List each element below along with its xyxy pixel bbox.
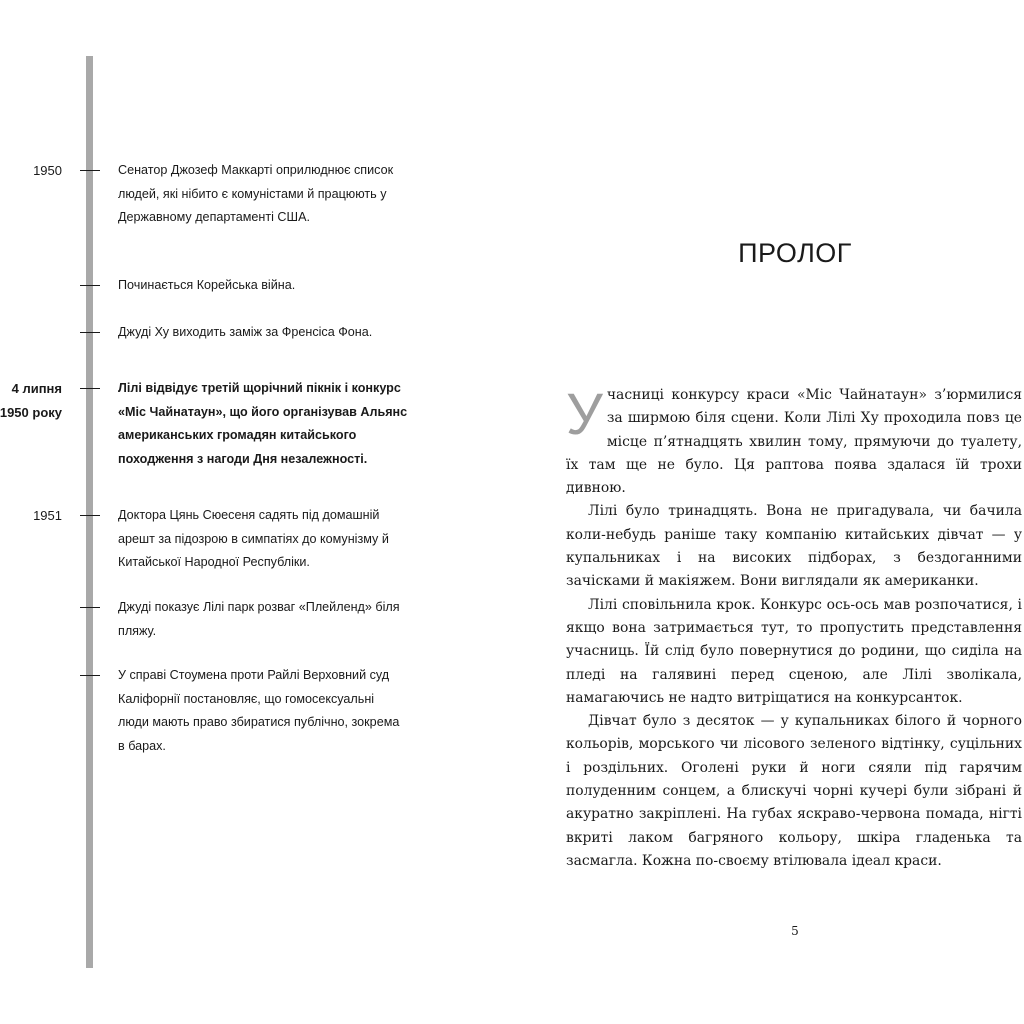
timeline-event: Лілі відвідує третій щорічний пікнік і конкурс «Міс Чайнатаун», що його організував Альянс американських громадян китайського походження з нагоди Дня незалежності. <box>118 381 408 466</box>
paragraph: Лілі було тринадцять. Вона не пригадувала, чи бачила коли-небудь раніше таку компанію китайських дівчат — у купальниках і на високих підборах, з бездоганними зачісками й макіяжем. Вони виглядали як американки. <box>566 503 1022 590</box>
chapter-title: ПРОЛОГ <box>738 238 852 268</box>
timeline-tick <box>80 332 100 333</box>
prologue-text <box>566 384 1022 873</box>
timeline-event: Джуді показує Лілі парк розваг «Плейленд» біля пляжу. <box>118 600 400 638</box>
drop-cap: У <box>566 382 603 447</box>
paragraph <box>566 384 1022 500</box>
paragraph: Дівчат було з десяток — у купальниках білого й чорного кольорів, морського чи лісового зеленого відтінку, суцільних і роздільних. Оголені руки й ноги сяяли під гарячим полуденним сонцем, а блискучі чорні кучері були зібрані й акуратно закріплені. На губах яскраво-червона помада, нігті вкриті лаком багряного кольору, шкіра гладенька та засмагла. Кожна по-своєму втілювала ідеал краси. <box>566 713 1022 869</box>
timeline-year: 1951 <box>33 508 62 523</box>
timeline-event: Починається Корейська війна. <box>118 278 296 292</box>
timeline-year: 1950 <box>33 163 62 178</box>
timeline-year: 4 липня 1950 року <box>0 381 62 420</box>
timeline-tick <box>80 675 100 676</box>
timeline-tick <box>80 607 100 608</box>
timeline-event: У справі Стоумена проти Райлі Верховний суд Каліфорнії постановляє, що гомосексуальні люди мають право збиратися публічно, зокрема в барах. <box>118 668 400 753</box>
timeline-event: Доктора Цянь Сюесеня садять під домашній арешт за підозрою в симпатіях до комунізму й Китайської Народної Республіки. <box>118 508 389 569</box>
timeline-event: Джуді Ху виходить заміж за Френсіса Фона. <box>118 325 373 339</box>
page-number: 5 <box>791 924 799 938</box>
paragraph-text: часниці конкурсу краси «Міс Чайнатаун» з’юрмилися за ширмою біля сцени. Коли Лілі Ху проходила повз це місце п’ятнадцять хвилин тому, прямуючи до туалету, їх там ще не було. Ця раптова поява здалася їй трохи дивною. <box>566 387 1022 497</box>
paragraph: Лілі сповільнила крок. Конкурс ось-ось мав розпочатися, і якщо вона затримається тут, то пропустить представлення учасниць. Їй слід було повернутися до родини, що сиділа на пледі на галявині перед сценою, але Лілі зволікала, намагаючись не надто витріщатися на конкурсанток. <box>566 596 1022 706</box>
timeline-tick <box>80 170 100 171</box>
timeline-bar <box>86 56 93 968</box>
timeline-tick <box>80 285 100 286</box>
timeline-tick <box>80 388 100 389</box>
timeline-event: Сенатор Джозеф Маккарті оприлюднює список людей, які нібито є комуністами й працюють у Державному департаменті США. <box>118 163 394 224</box>
timeline-tick <box>80 515 100 516</box>
